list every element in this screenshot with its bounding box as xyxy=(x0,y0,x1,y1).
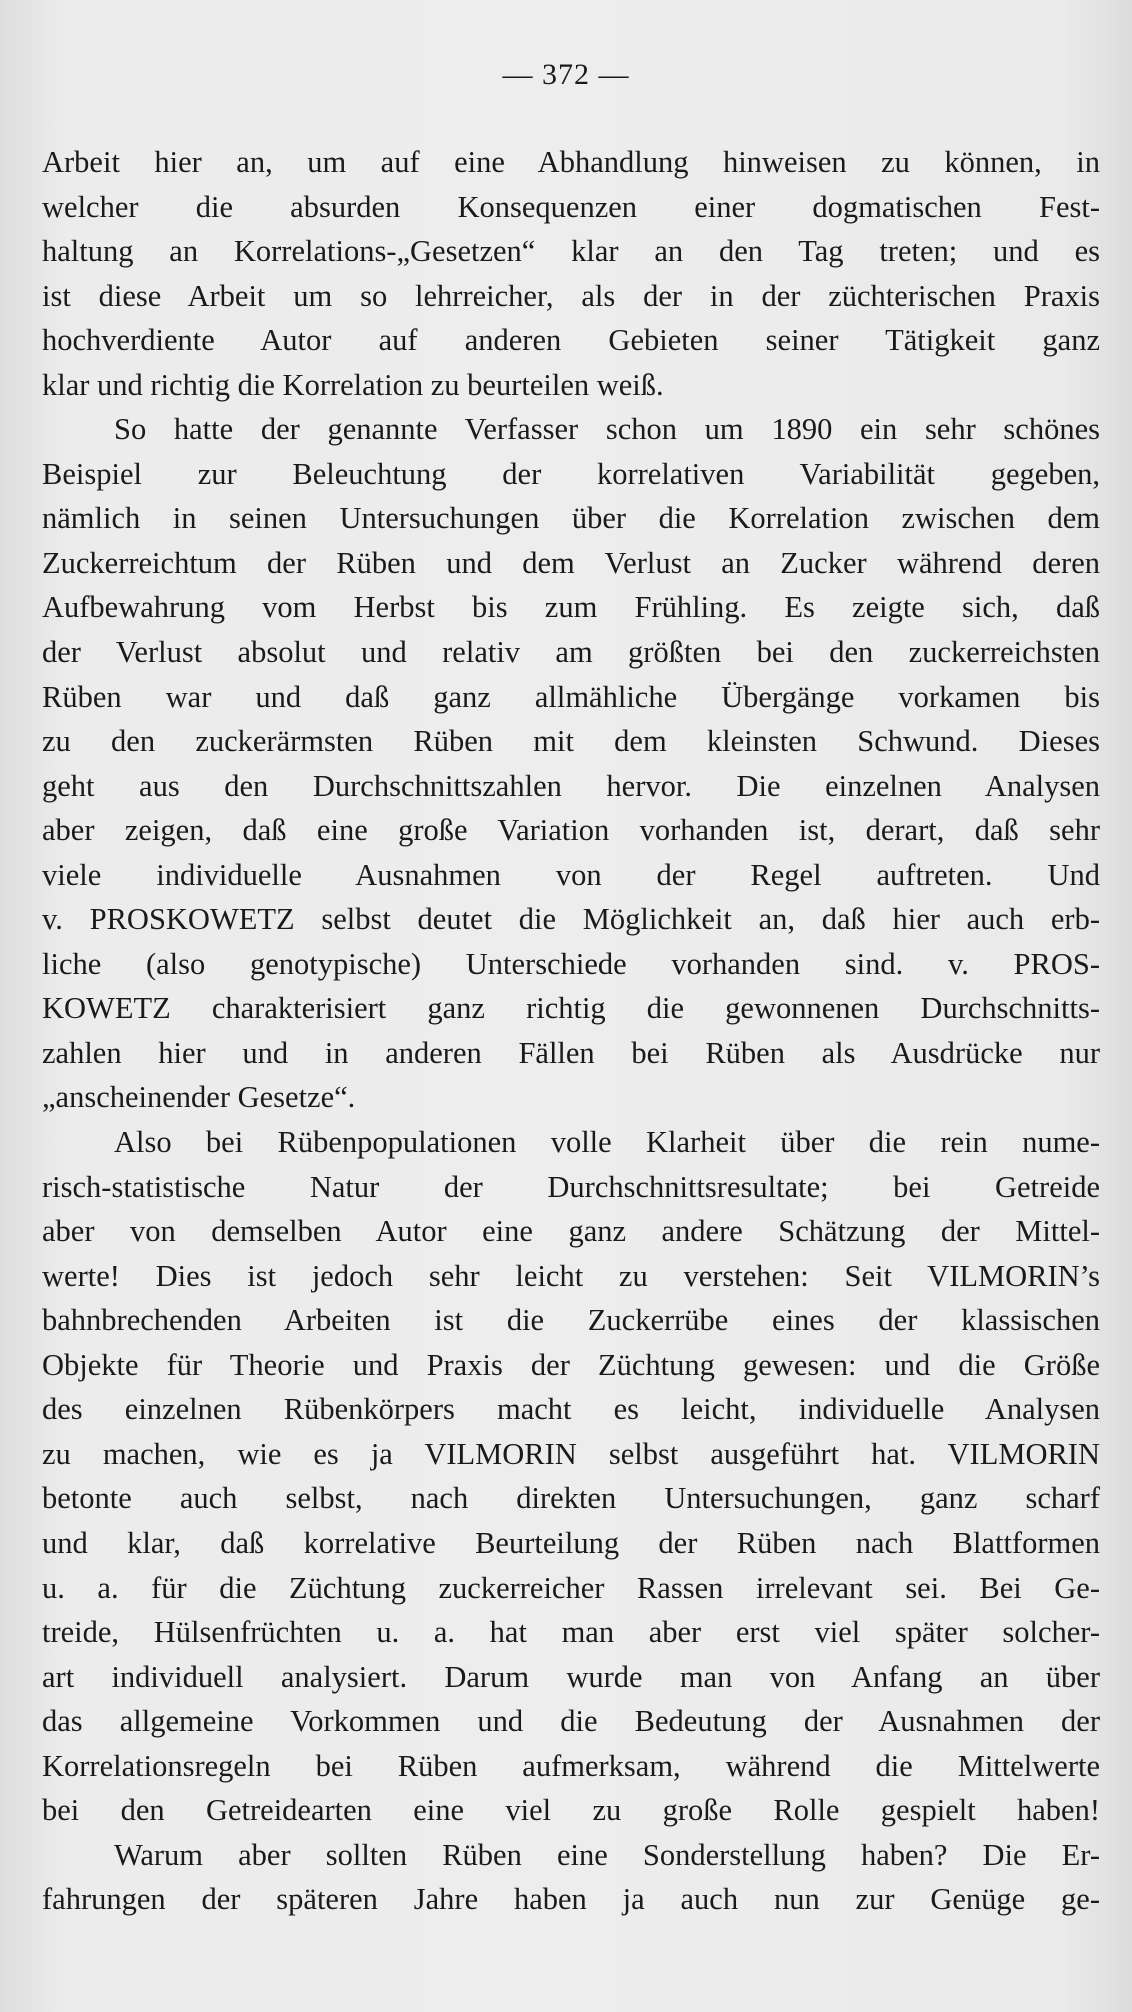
text-line: das allgemeine Vorkommen und die Bedeutung der Ausnahmen der xyxy=(42,1704,1100,1739)
text-line: fahrungen der späteren Jahre haben ja auch nun zur Genüge ge- xyxy=(42,1882,1100,1917)
text-line: Aufbewahrung vom Herbst bis zum Frühling. Es zeigte sich, daß xyxy=(42,590,1100,625)
text-line: liche (also genotypische) Unterschiede vorhanden sind. v. PROS- xyxy=(42,946,1100,981)
text-line: Also bei Rübenpopulationen volle Klarheit über die rein nume- xyxy=(114,1125,1100,1160)
text-line: Zuckerreichtum der Rüben und dem Verlust an Zucker während deren xyxy=(42,545,1100,580)
text-line: und klar, daß korrelative Beurteilung der Rüben nach Blattformen xyxy=(42,1525,1100,1560)
text-line: ist diese Arbeit um so lehrreicher, als der in der züchterischen Praxis xyxy=(42,278,1100,313)
text-line: So hatte der genannte Verfasser schon um 1890 ein sehr schönes xyxy=(114,412,1100,447)
text-line: zu den zuckerärmsten Rüben mit dem kleinsten Schwund. Dieses xyxy=(42,724,1100,759)
text-line: betonte auch selbst, nach direkten Untersuchungen, ganz scharf xyxy=(42,1481,1100,1516)
text-line: werte! Dies ist jedoch sehr leicht zu verstehen: Seit VILMORIN’s xyxy=(42,1258,1100,1293)
text-line: bahnbrechenden Arbeiten ist die Zuckerrübe eines der klassischen xyxy=(42,1303,1100,1338)
text-line: u. a. für die Züchtung zuckerreicher Rassen irrelevant sei. Bei Ge- xyxy=(42,1570,1100,1605)
text-line: Korrelationsregeln bei Rüben aufmerksam, während die Mittelwerte xyxy=(42,1748,1100,1783)
body-text xyxy=(42,140,1100,1922)
text-line: hochverdiente Autor auf anderen Gebieten seiner Tätigkeit ganz xyxy=(42,323,1100,358)
text-line: des einzelnen Rübenkörpers macht es leicht, individuelle Analysen xyxy=(42,1392,1100,1427)
page-number: — 372 — xyxy=(502,58,630,91)
text-line: geht aus den Durchschnittszahlen hervor. Die einzelnen Analysen xyxy=(42,768,1100,803)
text-line: der Verlust absolut und relativ am größten bei den zuckerreichsten xyxy=(42,635,1100,670)
text-line: Beispiel zur Beleuchtung der korrelativen Variabilität gegeben, xyxy=(42,456,1100,491)
text-line: risch-statistische Natur der Durchschnittsresultate; bei Getreide xyxy=(42,1169,1100,1204)
text-line: viele individuelle Ausnahmen von der Regel auftreten. Und xyxy=(42,857,1100,892)
text-line: v. PROSKOWETZ selbst deutet die Möglichkeit an, daß hier auch erb- xyxy=(42,902,1100,937)
text-line: Warum aber sollten Rüben eine Sonderstellung haben? Die Er- xyxy=(114,1837,1100,1872)
text-line: zahlen hier und in anderen Fällen bei Rüben als Ausdrücke nur xyxy=(42,1035,1100,1070)
text-line: art individuell analysiert. Darum wurde man von Anfang an über xyxy=(42,1659,1100,1694)
text-line: welcher die absurden Konsequenzen einer dogmatischen Fest- xyxy=(42,189,1100,224)
text-line: Rüben war und daß ganz allmähliche Übergänge vorkamen bis xyxy=(42,679,1100,714)
text-line: aber von demselben Autor eine ganz andere Schätzung der Mittel- xyxy=(42,1214,1100,1249)
text-line: Arbeit hier an, um auf eine Abhandlung hinweisen zu können, in xyxy=(42,145,1100,179)
text-line: KOWETZ charakterisiert ganz richtig die gewonnenen Durchschnitts- xyxy=(42,991,1100,1026)
text-line: nämlich in seinen Untersuchungen über die Korrelation zwischen dem xyxy=(42,501,1100,536)
text-line: „anscheinender Gesetze“. xyxy=(42,1080,356,1115)
text-line: klar und richtig die Korrelation zu beurteilen weiß. xyxy=(42,367,664,402)
text-line: Objekte für Theorie und Praxis der Züchtung gewesen: und die Größe xyxy=(42,1347,1100,1382)
text-line: bei den Getreidearten eine viel zu große Rolle gespielt haben! xyxy=(42,1793,1100,1828)
text-line: aber zeigen, daß eine große Variation vorhanden ist, derart, daß sehr xyxy=(42,813,1100,848)
text-line: haltung an Korrelations-„Gesetzen“ klar an den Tag treten; und es xyxy=(42,234,1100,269)
text-line: zu machen, wie es ja VILMORIN selbst ausgeführt hat. VILMORIN xyxy=(42,1436,1100,1471)
text-line: treide, Hülsenfrüchten u. a. hat man aber erst viel später solcher- xyxy=(42,1615,1100,1650)
